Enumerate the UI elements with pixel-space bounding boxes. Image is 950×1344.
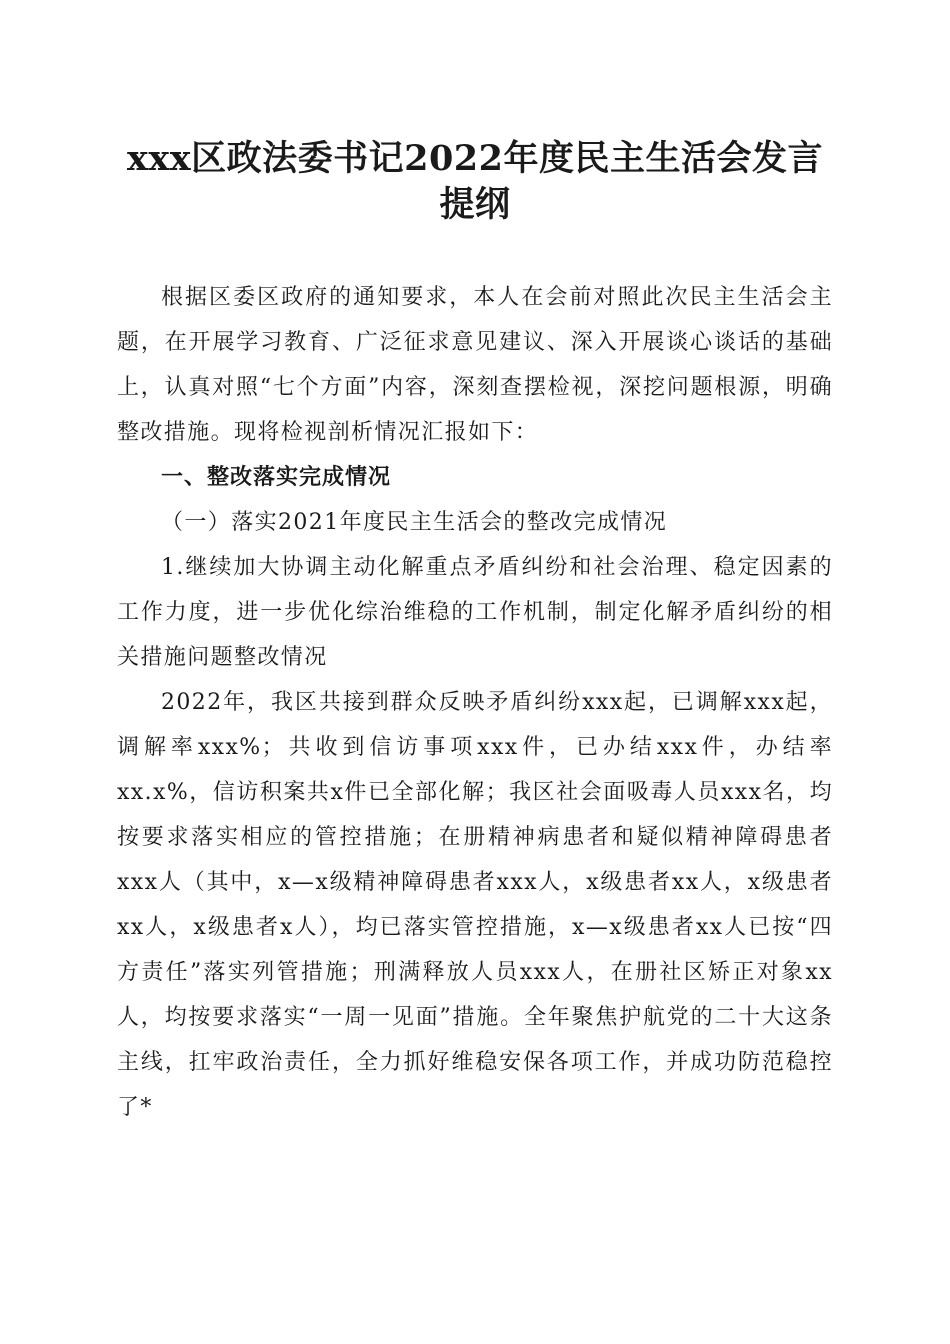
subsection-heading-1: （一）落实2021年度民主生活会的整改完成情况 bbox=[161, 510, 668, 535]
item-1-heading: 1.继续加大协调主动化解重点矛盾纠纷和社会治理、稳定因素的工作力度，进一步优化综治维稳的工作机制，制定化解矛盾纠纷的相关措施问题整改情况 bbox=[117, 555, 833, 670]
document-body bbox=[117, 275, 833, 1130]
document-title: xxx区政法委书记2022年度民主生活会发言提纲 bbox=[126, 138, 823, 225]
item-1-body-paragraph: 2022年，我区共接到群众反映矛盾纠纷xxx起，已调解xxx起，调解率xxx%；共收到信访事项xxx件，已办结xxx件，办结率xx.x%，信访积案共x件已全部化解；我区社会面吸毒人员xxx名，均按要求落实相应的管控措施；在册精神病患者和疑似精神障碍患者xxx人（其中，x—x级精神障碍患者xxx人，x级患者xx人，x级患者xx人，x级患者x人），均已落实管控措施，x—x级患者xx人已按“四方责任”落实列管措施；刑满释放人员xxx人，在册社区矫正对象xx人，均按要求落实“一周一见面”措施。全年聚焦护航党的二十大这条主线，扛牢政治责任，全力抓好维稳安保各项工作，并成功防范稳控了* bbox=[117, 690, 833, 1120]
section-heading-1: 一、整改落实完成情况 bbox=[161, 465, 392, 490]
intro-paragraph: 根据区委区政府的通知要求，本人在会前对照此次民主生活会主题，在开展学习教育、广泛征求意见建议、深入开展谈心谈话的基础上，认真对照“七个方面”内容，深刻查摆检视，深挖问题根源，明确整改措施。现将检视剖析情况汇报如下： bbox=[117, 285, 833, 445]
